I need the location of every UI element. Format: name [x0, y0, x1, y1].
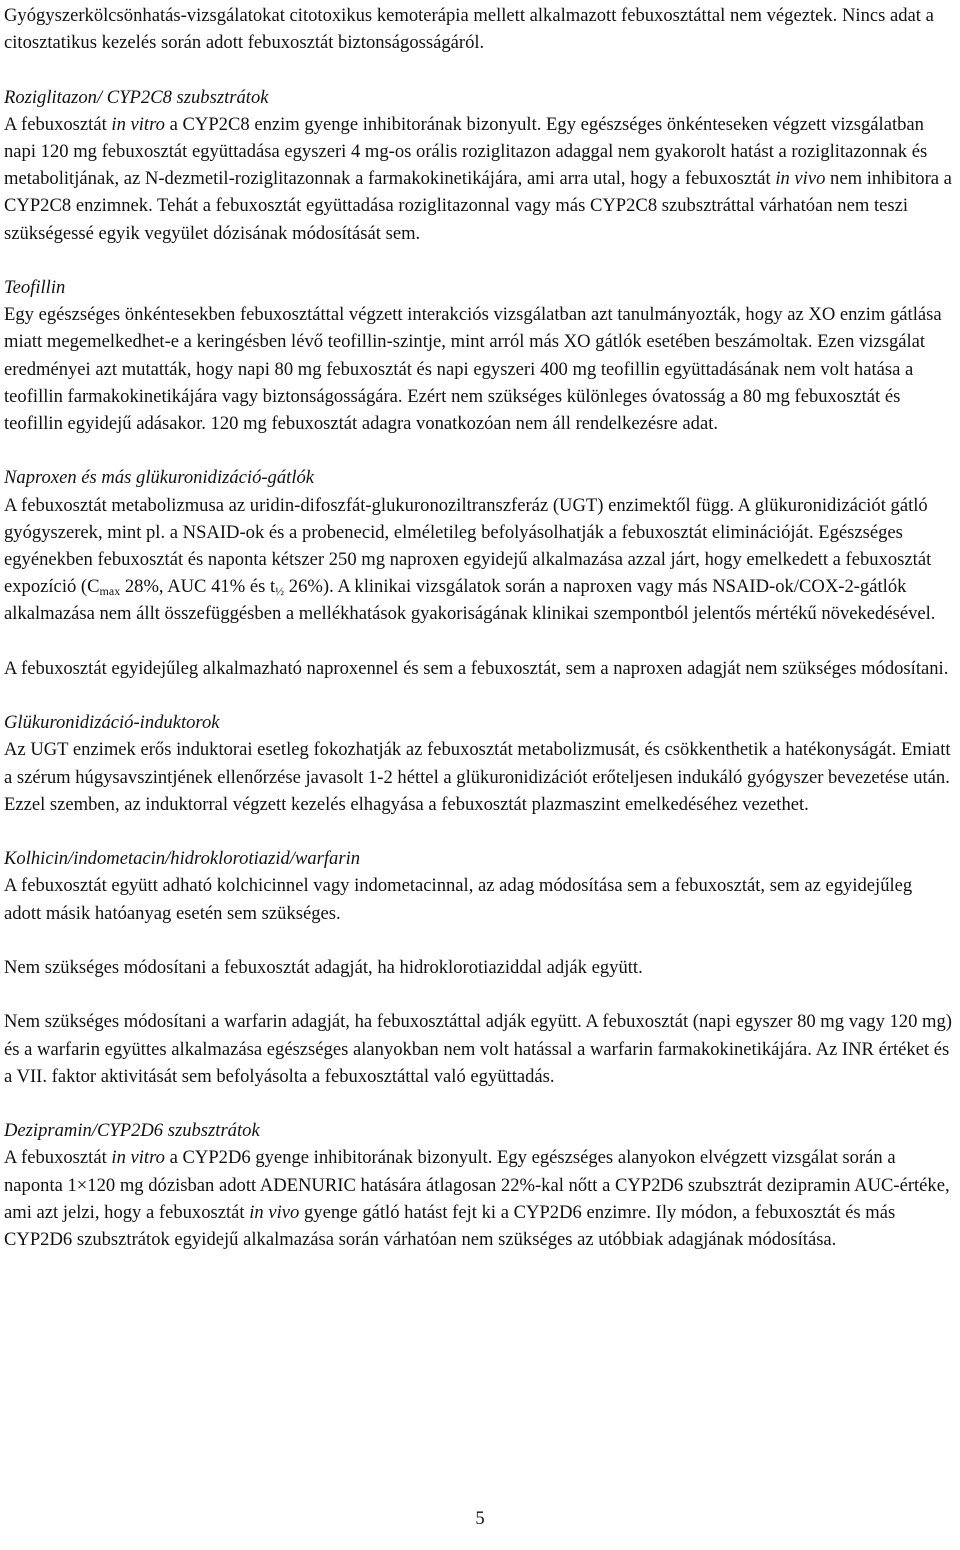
section-title-inducers: Glükuronidizáció-induktorok — [4, 712, 220, 734]
inducers-paragraph: Az UGT enzimek erős induktorai esetleg fokozhatják az febuxosztát metabolizmusát, és csökkenthetik a hatékonyságát. Emiatt a szérum húgysavszintjének ellenőrzése javasolt 1-2 héttel a glükuronidizációt erőteljesen indukáló gyógyszer bevezetése után. Ezzel szemben, az induktorral végzett kezelés elhagyása a febuxosztát plazmaszint emelkedéséhez vezethet. — [4, 739, 951, 815]
section-title-colchicine: Kolhicin/indometacin/hidroklorotiazid/warfarin — [4, 848, 361, 870]
page-number: 5 — [475, 1508, 485, 1529]
naproxen-paragraph: A febuxosztát metabolizmusa az uridin-difoszfát-glukuronoziltranszferáz (UGT) enzimektől függ. A glükuronidizációt gátló gyógyszerek, mint pl. a NSAID-ok és a probenecid, elméletileg befolyásolhatják a febuxosztát eliminációját. Egészséges egyénekben febuxosztát és naponta kétszer 250 mg naproxen egyidejű alkalmazása azzal járt, hogy emelkedett a febuxosztát expozíció ($C_{max}$ 28%, AUC 41% és $t_{\frac{1}{2}}$ 26%). A klinikai vizsgálatok során a naproxen vagy más NSAID-ok/COX-2-gátlók alkalmazása nem állt összefüggésben a mellékhatások gyakoriságának klinikai szempontból jelentős mértékű növekedésével. — [4, 494, 936, 625]
document-page — [4, 2, 954, 1253]
section-title-desipramine: Dezipramin/CYP2D6 szubsztrátok — [4, 1120, 260, 1142]
section-title-naproxen: Naproxen és más glükuronidizáció-gátlók — [4, 467, 315, 489]
section-title-theophylline: Teofillin — [4, 277, 66, 298]
desipramine-paragraph: A febuxosztát in vitro a CYP2D6 gyenge inhibitorának bizonyult. Egy egészséges alanyokon elvégzett vizsgálat során a naponta 1×120 mg dózisban adott ADENURIC hatására átlagosan 22%-kal nőtt a CYP2D6 szubsztrát dezipramin AUC-értéke, ami azt jelzi, hogy a febuxosztát in vivo gyenge gátló hatást fejt ki a CYP2D6 enzimre. Ily módon, a febuxosztát és más CYP2D6 szubsztrátok egyidejű alkalmazása során várhatóan nem szükséges az utóbbiak adagjának módosítása. — [4, 1147, 950, 1250]
intro-paragraph: Gyógyszerkölcsönhatás-vizsgálatokat citotoxikus kemoterápia mellett alkalmazott febuxosztáttal nem végeztek. Nincs adat a citosztatikus kezelés során adott febuxosztát biztonságosságáról. — [4, 5, 934, 54]
warfarin-paragraph: Nem szükséges módosítani a warfarin adagját, ha febuxosztáttal adják együtt. A febuxosztát (napi egyszer 80 mg vagy 120 mg) és a warfarin együttes alkalmazása egészséges alanyokban nem volt hatással a warfarin farmakokinetikájára. Az INR értéket és a VII. faktor aktivitását sem befolyásolta a febuxosztáttal való együttadás. — [4, 1011, 952, 1087]
colchicine-paragraph: A febuxosztát együtt adható kolchicinnel vagy indometacinnal, az adag módosítása sem a febuxosztát, sem az egyidejűleg adott másik hatóanyag esetén sem szükséges. — [4, 875, 913, 924]
naproxen-paragraph-2: A febuxosztát egyidejűleg alkalmazható naproxennel és sem a febuxosztát, sem a naproxen adagját nem szükséges módosítani. — [4, 657, 949, 679]
theophylline-paragraph: Egy egészséges önkéntesekben febuxosztáttal végzett interakciós vizsgálatban azt tanulmányozták, hogy az XO enzim gátlása miatt megemelkedhet-e a keringésben lévő teofillin-szintje, mint arról más XO gátlók esetében beszámoltak. Ezen vizsgálat eredményei azt mutatták, hogy napi 80 mg febuxosztát és napi egyszeri 400 mg teofillin együttadásának nem volt hatása a teofillin farmakokinetikájára vagy biztonságosságára. Ezért nem szükséges különleges óvatosság a 80 mg febuxosztát és teofillin egyidejű adásakor. 120 mg febuxosztát adagra vonatkozóan nem áll rendelkezésre adat. — [4, 304, 942, 435]
hydrochlorothiazide-paragraph: Nem szükséges módosítani a febuxosztát adagját, ha hidroklorotiaziddal adják együtt. — [4, 957, 643, 978]
rosiglitazone-paragraph: A febuxosztát in vitro a CYP2C8 enzim gyenge inhibitorának bizonyult. Egy egészséges önkénteseken végzett vizsgálatban napi 120 mg febuxosztát együttadása egyszeri 4 mg-os orális roziglitazon adaggal nem gyakorolt hatást a roziglitazonnak és metabolitjának, az N-dezmetil-roziglitazonnak a farmakokinetikájára, ami arra utal, hogy a febuxosztát in vivo nem inhibitora a CYP2C8 enzimnek. Tehát a febuxosztát együttadása roziglitazonnal vagy más CYP2C8 szubsztráttal várhatóan nem teszi szükségessé egyik vegyület dózisának módosítását sem. — [4, 113, 952, 244]
section-title-rosiglitazone: Roziglitazon/ CYP2C8 szubsztrátok — [4, 86, 269, 108]
